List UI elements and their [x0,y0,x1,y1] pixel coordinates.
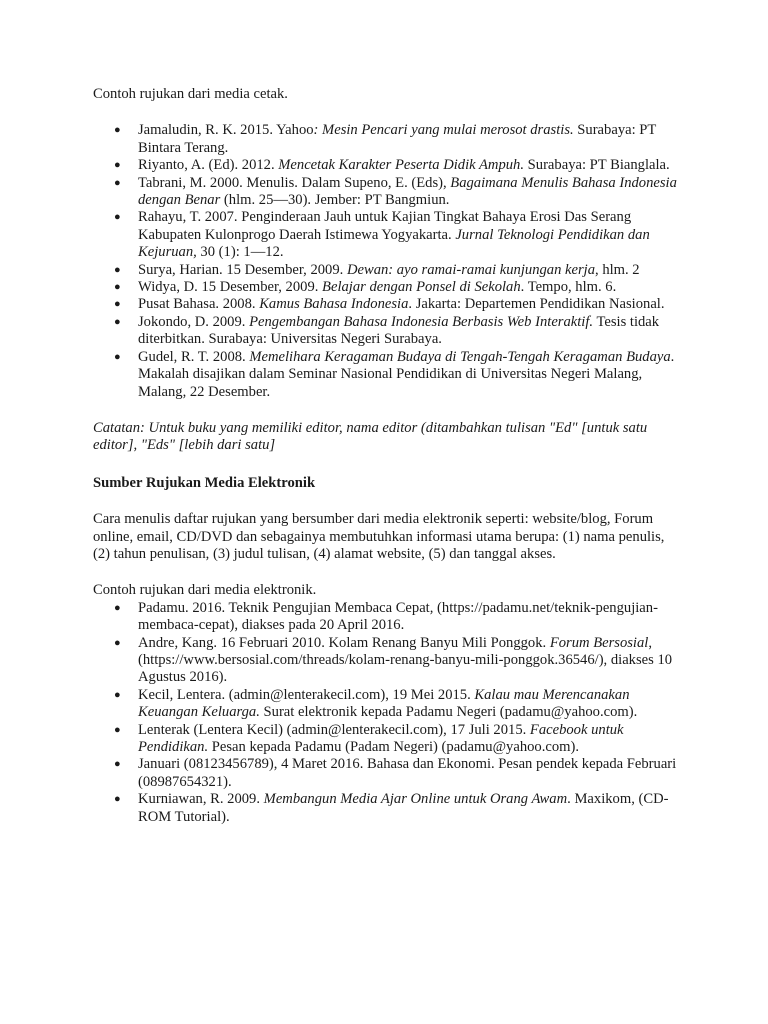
reference-text: Rahayu, T. 2007. Penginderaan Jauh untuk Kajian Tingkat Bahaya Erosi Das Serang Kabupaten Kulonprogo Daerah Istimewa Yogyakarta. [138,209,632,243]
list-item [93,349,683,401]
bullet-icon: ● [114,350,121,363]
reference-text: Januari (08123456789), 4 Maret 2016. Bahasa dan Ekonomi. Pesan pendek kepada Februari (08987654321). [138,756,677,790]
list-item [93,791,683,826]
reference-title-text: Kalau mau Merencanakan Keuangan Keluarga. [138,686,630,721]
bullet-icon: ● [114,263,121,276]
reference-text: Surabaya: PT Bianglala. [524,157,670,174]
reference-title-text: Dewan: ayo ramai-ramai kunjungan kerja [346,261,596,278]
reference-text: Gudel, R. T. 2008. [138,348,250,365]
bullet-icon: ● [114,758,121,771]
reference-title-text: Facebook untuk Pendidikan. [138,721,624,755]
reference-text: Lenterak (Lentera Kecil) (admin@lenterakecil.com), 17 Juli 2015. [138,721,530,738]
reference-text: Surya, Harian. 15 Desember, 2009. [138,261,347,278]
electronic-paragraph: Cara menulis daftar rujukan yang bersumber dari media elektronik seperti: website/blog, Forum online, email, CD/DVD dan sebagainya membutuhkan informasi utama berupa: (1) nama penulis, (2) tahun penulisan, (3) judul tulisan, (4) alamat website, (5) dan tanggal akses. [93,511,665,562]
list-item [93,722,683,757]
reference-text: , (https://www.bersosial.com/threads/kolam-renang-banyu-mili-ponggok.36546/), diakses 10 Agustus 2016). [138,634,673,686]
bullet-icon: ● [114,298,121,311]
reference-text: Tabrani, M. 2000. Menulis. Dalam Supeno, E. (Eds), [138,174,451,191]
list-item [93,157,683,174]
reference-title-text: Mencetak Karakter Peserta Didik Ampuh. [278,157,525,174]
list-item [93,296,683,313]
bullet-icon: ● [114,281,121,294]
list-item [93,122,683,157]
list-item [93,635,683,687]
reference-text: (https://padamu.net/teknik-pengujian-membaca-cepat), diakses pada 20 April 2016. [138,599,658,634]
reference-title-text: Belajar dengan Ponsel di Sekolah [322,279,521,296]
reference-text: (hlm. 25—30). Jember: PT Bangmiun. [220,192,450,209]
list-item [93,314,683,349]
document-content [93,86,683,826]
list-item [93,175,683,210]
reference-text: . Tempo, hlm. 6. [520,279,617,296]
reference-title-text: : Mesin Pencari yang mulai merosot drastis. [313,122,574,139]
list-item [93,756,683,791]
reference-text: Pusat Bahasa. 2008. [138,296,260,313]
reference-text: Surabaya: PT Bintara Terang. [138,122,657,156]
reference-text: Pesan kepada Padamu (Padam Negeri) (padamu@yahoo.com). [208,739,579,755]
reference-text: Tesis tidak diterbitkan. Surabaya: Universitas Negeri Surabaya. [138,313,660,348]
reference-text: Kecil, Lentera. (admin@lenterakecil.com), 19 Mei 2015. [138,686,475,703]
bullet-icon: ● [114,636,121,649]
bullet-icon: ● [114,176,121,189]
reference-title-text: Forum Bersosial [549,634,649,651]
reference-text: Riyanto, A. (Ed). 2012. [138,157,279,174]
bullet-icon: ● [114,723,121,736]
reference-text: . Maxikom, (CD-ROM Tutorial). [138,791,669,825]
bullet-icon: ● [114,124,121,137]
print-reference-list [93,122,683,401]
reference-title-text: , [429,599,434,616]
bullet-icon: ● [114,688,121,701]
reference-title-text: Memelihara Keragaman Budaya di Tengah-Tengah Keragaman Budaya [249,348,671,365]
electronic-reference-list [93,600,683,826]
reference-title-text: Kamus Bahasa Indonesia [259,296,409,313]
reference-text: Jokondo, D. 2009. [138,313,250,330]
list-item [93,687,683,722]
list-item [93,600,683,635]
reference-title-text: Jurnal Teknologi Pendidikan dan Kejuruan, [138,226,650,261]
reference-title-text: Bagaimana Menulis Bahasa Indonesia dengan Benar [138,174,677,209]
list-item [93,262,683,279]
list-item [93,279,683,296]
reference-title-text: Pengembangan Bahasa Indonesia Berbasis Web Interaktif. [249,313,594,330]
reference-text: Padamu. 2016. Teknik Pengujian Membaca Cepat [138,599,430,616]
electronic-intro: Contoh rujukan dari media elektronik. [93,582,317,599]
reference-text: Jamaludin, R. K. 2015. Yahoo [138,122,314,139]
bullet-icon: ● [114,315,121,328]
reference-text: . Jakarta: Departemen Pendidikan Nasional. [408,296,665,313]
list-item [93,209,683,261]
print-intro: Contoh rujukan dari media cetak. [93,86,288,102]
bullet-icon: ● [114,793,121,806]
bullet-icon: ● [114,159,121,172]
reference-text: Widya, D. 15 Desember, 2009. [138,279,323,296]
reference-text: 30 (1): 1—12. [196,244,284,261]
reference-title-text: Membangun Media Ajar Online untuk Orang Awam [263,791,568,808]
reference-text: Kurniawan, R. 2009. [138,791,264,808]
section-heading: Sumber Rujukan Media Elektronik [93,474,316,491]
reference-text: , hlm. 2 [595,261,640,278]
reference-text: Surat elektronik kepada Padamu Negeri (padamu@yahoo.com). [259,704,638,721]
reference-text: Andre, Kang. 16 Februari 2010. Kolam Renang Banyu Mili Ponggok. [138,634,550,651]
bullet-icon: ● [114,601,121,614]
editor-note: Catatan: Untuk buku yang memiliki editor, nama editor (ditambahkan tulisan "Ed" [untuk satu editor], "Eds" [lebih dari satu] [93,419,648,454]
reference-text: . Makalah disajikan dalam Seminar Nasional Pendidikan di Universitas Negeri Malang, Malang, 22 Desember. [138,348,675,400]
bullet-icon: ● [114,211,121,224]
